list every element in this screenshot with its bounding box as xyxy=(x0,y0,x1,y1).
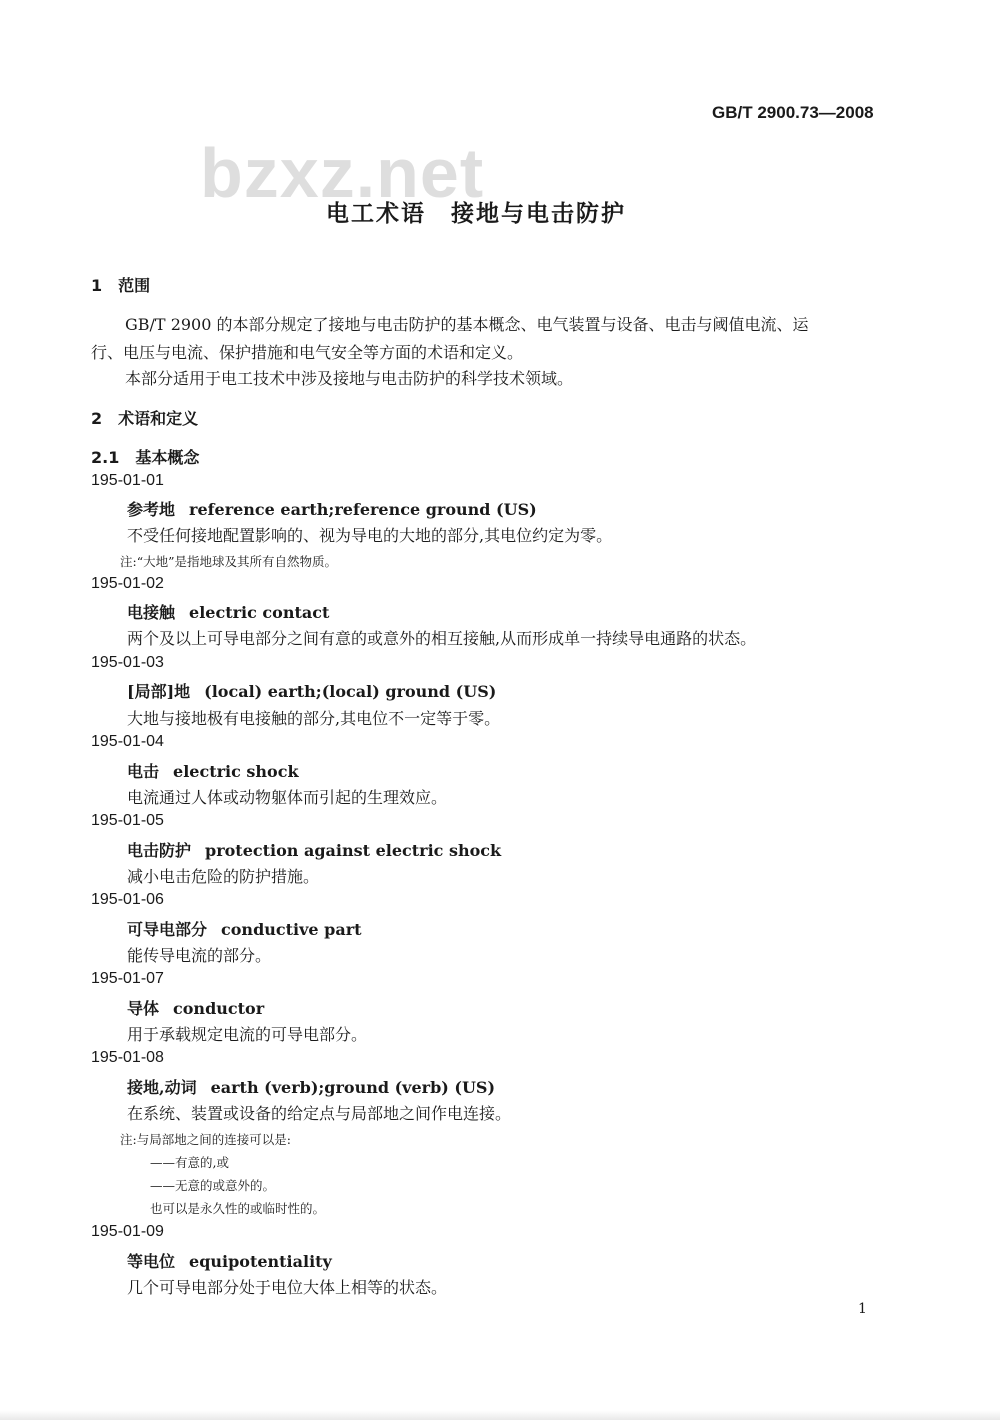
term-en: electric shock xyxy=(173,762,299,781)
entry-number: 195-01-03 xyxy=(91,654,164,671)
page-number: 1 xyxy=(858,1301,867,1317)
entry-definition: 减小电击危险的防护措施。 xyxy=(127,867,320,886)
term-cn: 导体 xyxy=(127,999,160,1018)
entry-term xyxy=(127,917,362,940)
entry-number: 195-01-01 xyxy=(91,472,164,489)
term-en: (local) earth;(local) ground (US) xyxy=(204,682,497,701)
entry-note-line: 注:与局部地之间的连接可以是: xyxy=(120,1132,291,1147)
term-en: reference earth;reference ground (US) xyxy=(189,500,537,519)
entry-number: 195-01-04 xyxy=(91,733,164,750)
entry-term xyxy=(127,1075,495,1098)
term-cn: 可导电部分 xyxy=(127,920,208,939)
entry-definition: 两个及以上可导电部分之间有意的或意外的相互接触,从而形成单一持续导电通路的状态。 xyxy=(127,629,757,648)
term-cn: 等电位 xyxy=(127,1252,176,1271)
term-cn: 电击防护 xyxy=(127,841,192,860)
page-title: 电工术语 接地与电击防护 xyxy=(326,200,626,227)
term-en: protection against electric shock xyxy=(205,841,502,860)
term-cn: 电击 xyxy=(127,762,160,781)
term-cn: 电接触 xyxy=(127,603,176,622)
entry-number: 195-01-02 xyxy=(91,575,164,592)
entry-note-line: ——无意的或意外的。 xyxy=(150,1178,276,1193)
entry-number: 195-01-07 xyxy=(91,970,164,987)
term-cn: 接地,动词 xyxy=(127,1078,197,1097)
entry-term xyxy=(127,600,329,623)
term-en: conductive part xyxy=(221,920,362,939)
entry-term xyxy=(127,679,496,702)
subsection-heading-basic: 2.1 基本概念 xyxy=(91,448,200,467)
entry-term xyxy=(127,497,537,520)
section-heading-terms: 2 术语和定义 xyxy=(91,409,199,428)
entry-note: 注:“大地”是指地球及其所有自然物质。 xyxy=(120,554,337,569)
entry-definition: 大地与接地极有电接触的部分,其电位不一定等于零。 xyxy=(127,709,501,728)
scope-paragraph-line2: 行、电压与电流、保护措施和电气安全等方面的术语和定义。 xyxy=(91,343,524,362)
term-en: conductor xyxy=(173,999,265,1018)
term-en: electric contact xyxy=(189,603,330,622)
entry-definition: 电流通过人体或动物躯体而引起的生理效应。 xyxy=(127,788,448,807)
page-bottom-edge xyxy=(0,1410,1000,1420)
entry-number: 195-01-06 xyxy=(91,891,164,908)
entry-term xyxy=(127,1249,332,1272)
term-en: earth (verb);ground (verb) (US) xyxy=(210,1078,496,1097)
entry-number: 195-01-05 xyxy=(91,812,164,829)
entry-definition: 不受任何接地配置影响的、视为导电的大地的部分,其电位约定为零。 xyxy=(127,526,613,545)
scope-paragraph-2: 本部分适用于电工技术中涉及接地与电击防护的科学技术领域。 xyxy=(125,369,574,388)
entry-note-line: ——有意的,或 xyxy=(150,1155,229,1170)
entry-term xyxy=(127,838,501,861)
entry-number: 195-01-09 xyxy=(91,1223,164,1240)
term-cn: [局部]地 xyxy=(127,682,191,701)
watermark: bzxz.net xyxy=(200,134,485,212)
entry-definition: 几个可导电部分处于电位大体上相等的状态。 xyxy=(127,1278,448,1297)
entry-definition: 用于承载规定电流的可导电部分。 xyxy=(127,1025,368,1044)
section-heading-scope: 1 范围 xyxy=(91,276,151,295)
entry-definition: 能传导电流的部分。 xyxy=(127,946,272,965)
standard-number: GB/T 2900.73—2008 xyxy=(712,103,874,122)
term-cn: 参考地 xyxy=(127,500,176,519)
entry-definition: 在系统、装置或设备的给定点与局部地之间作电连接。 xyxy=(127,1104,512,1123)
entry-note-line: 也可以是永久性的或临时性的。 xyxy=(150,1201,326,1216)
entry-term xyxy=(127,759,299,782)
scope-paragraph-line1: GB/T 2900 的本部分规定了接地与电击防护的基本概念、电气装置与设备、电击与阈值电流、运 xyxy=(125,315,809,334)
entry-number: 195-01-08 xyxy=(91,1049,164,1066)
term-en: equipotentiality xyxy=(189,1252,332,1271)
entry-term xyxy=(127,996,264,1019)
